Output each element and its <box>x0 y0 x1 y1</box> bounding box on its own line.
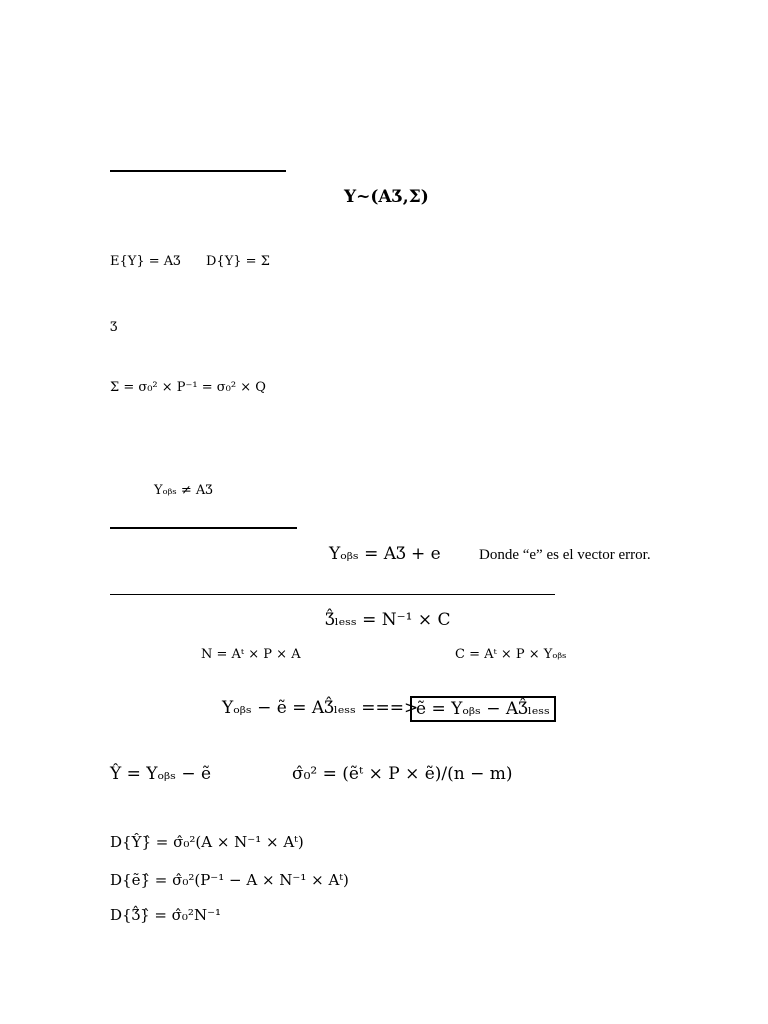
covariance-equation: Σ = σ₀² × P⁻¹ = σ₀² × Q <box>110 380 266 395</box>
expectation-equation: E{Y} = AƷ <box>110 254 181 269</box>
model-equation: Y~(AƷ,Σ) <box>344 187 429 207</box>
dispersion-ehat-equation: D{ẽ}̂ = σ̂₀²(P⁻¹ − A × N⁻¹ × Aᵗ) <box>110 871 349 889</box>
inequality-equation: Yₒᵦₛ ≠ AƷ <box>154 483 213 498</box>
observation-model-equation: Yₒᵦₛ = AƷ + e <box>329 544 441 564</box>
lsq-estimate-equation: Ʒ̂ₗₑₛₛ = N⁻¹ × C <box>325 610 451 630</box>
dispersion-yhat-equation: D{Ŷ}̂ = σ̂₀²(A × N⁻¹ × Aᵗ) <box>110 833 304 851</box>
residual-derivation: Yₒᵦₛ − ẽ = AƷ̂ₗₑₛₛ ===> <box>222 698 419 718</box>
error-vector-note: Donde “e” es el vector error. <box>479 547 651 563</box>
section-rule-2 <box>110 527 297 529</box>
normal-vector-equation: C = Aᵗ × P × Yₒᵦₛ <box>455 647 567 662</box>
section-rule-3 <box>110 594 555 595</box>
dispersion-equation: D{Y} = Σ <box>206 254 270 269</box>
adjusted-observations-equation: Ŷ = Yₒᵦₛ − ẽ <box>110 764 212 784</box>
residual-boxed-equation: ẽ = Yₒᵦₛ − AƷ̂ₗₑₛₛ <box>410 696 556 722</box>
xi-symbol: Ʒ <box>110 320 118 335</box>
normal-matrix-equation: N = Aᵗ × P × A <box>201 647 301 662</box>
section-rule-1 <box>110 170 286 172</box>
variance-factor-equation: σ̂₀² = (ẽᵗ × P × ẽ)/(n − m) <box>292 764 513 784</box>
dispersion-xihat-equation: D{Ʒ̂}̂ = σ̂₀²N⁻¹ <box>110 906 222 924</box>
